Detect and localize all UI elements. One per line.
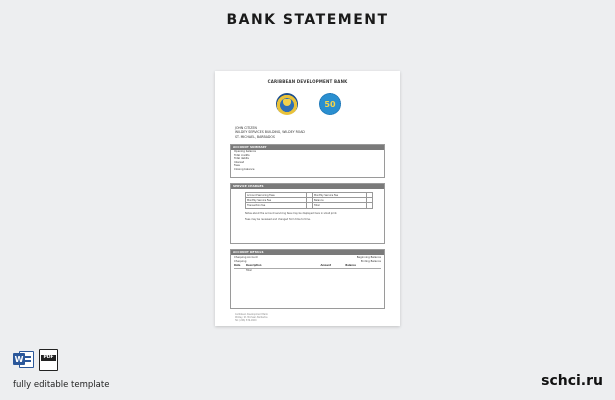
address-line: WILDEY SERVICES BUILDING, WILDEY ROAD xyxy=(235,130,305,135)
format-icons xyxy=(13,349,58,371)
table-row: Transaction fee Total xyxy=(246,203,373,208)
table-row: Account Servicing Fees Monthly Service Fee xyxy=(246,193,373,198)
customer-address xyxy=(235,126,305,139)
pdf-document-icon: PDF xyxy=(39,349,58,371)
section-heading: SERVICE CHARGES xyxy=(231,184,384,189)
table-row: Total xyxy=(246,268,252,272)
fee-note: Fees may be reviewed and changed from time to time. xyxy=(245,217,311,221)
account-details-section xyxy=(230,249,385,309)
bank-name: CARIBBEAN DEVELOPMENT BANK xyxy=(267,79,348,84)
account-summary-section xyxy=(230,144,385,178)
address-line: ST. MICHAEL, BARBADOS xyxy=(235,134,275,139)
summary-row: Opening balance xyxy=(234,150,256,153)
table-header-row: Date Description Amount Balance xyxy=(234,264,381,268)
account-info: Chequing Account Beginning Balance Chequing Ending Balance xyxy=(234,256,381,263)
template-tagline: fully editable template xyxy=(13,380,110,390)
summary-row: Interest xyxy=(234,160,244,164)
bank-footer-address: Caribbean Development Bank Wildey, St. Michael, Barbados Tel: (246) 539-1600 xyxy=(235,313,268,322)
site-brand[interactable]: schci.ru xyxy=(541,373,603,389)
fee-note: Notes about the account servicing fees may be displayed here in small print. xyxy=(245,211,338,215)
bank-crest-logo xyxy=(276,93,298,115)
transaction-table xyxy=(231,263,384,273)
summary-row: Fees xyxy=(234,164,240,168)
summary-row: Total credits xyxy=(234,153,250,157)
section-heading: ACCOUNT SUMMARY xyxy=(231,145,384,150)
section-heading: ACCOUNT DETAILS xyxy=(231,250,384,255)
statement-preview xyxy=(215,71,400,326)
anniversary-badge-logo: 50 xyxy=(319,93,341,115)
word-document-icon: W xyxy=(13,349,35,369)
summary-row: Closing balance xyxy=(234,167,255,171)
summary-row: Total debits xyxy=(234,157,249,161)
fees-table xyxy=(245,192,373,209)
page-title: BANK STATEMENT xyxy=(226,12,389,28)
summary-list xyxy=(231,150,384,172)
service-charges-section xyxy=(230,183,385,244)
address-line: JOHN CITIZEN xyxy=(235,126,257,130)
table-row: Monthly Service Fee Balance xyxy=(246,198,373,203)
